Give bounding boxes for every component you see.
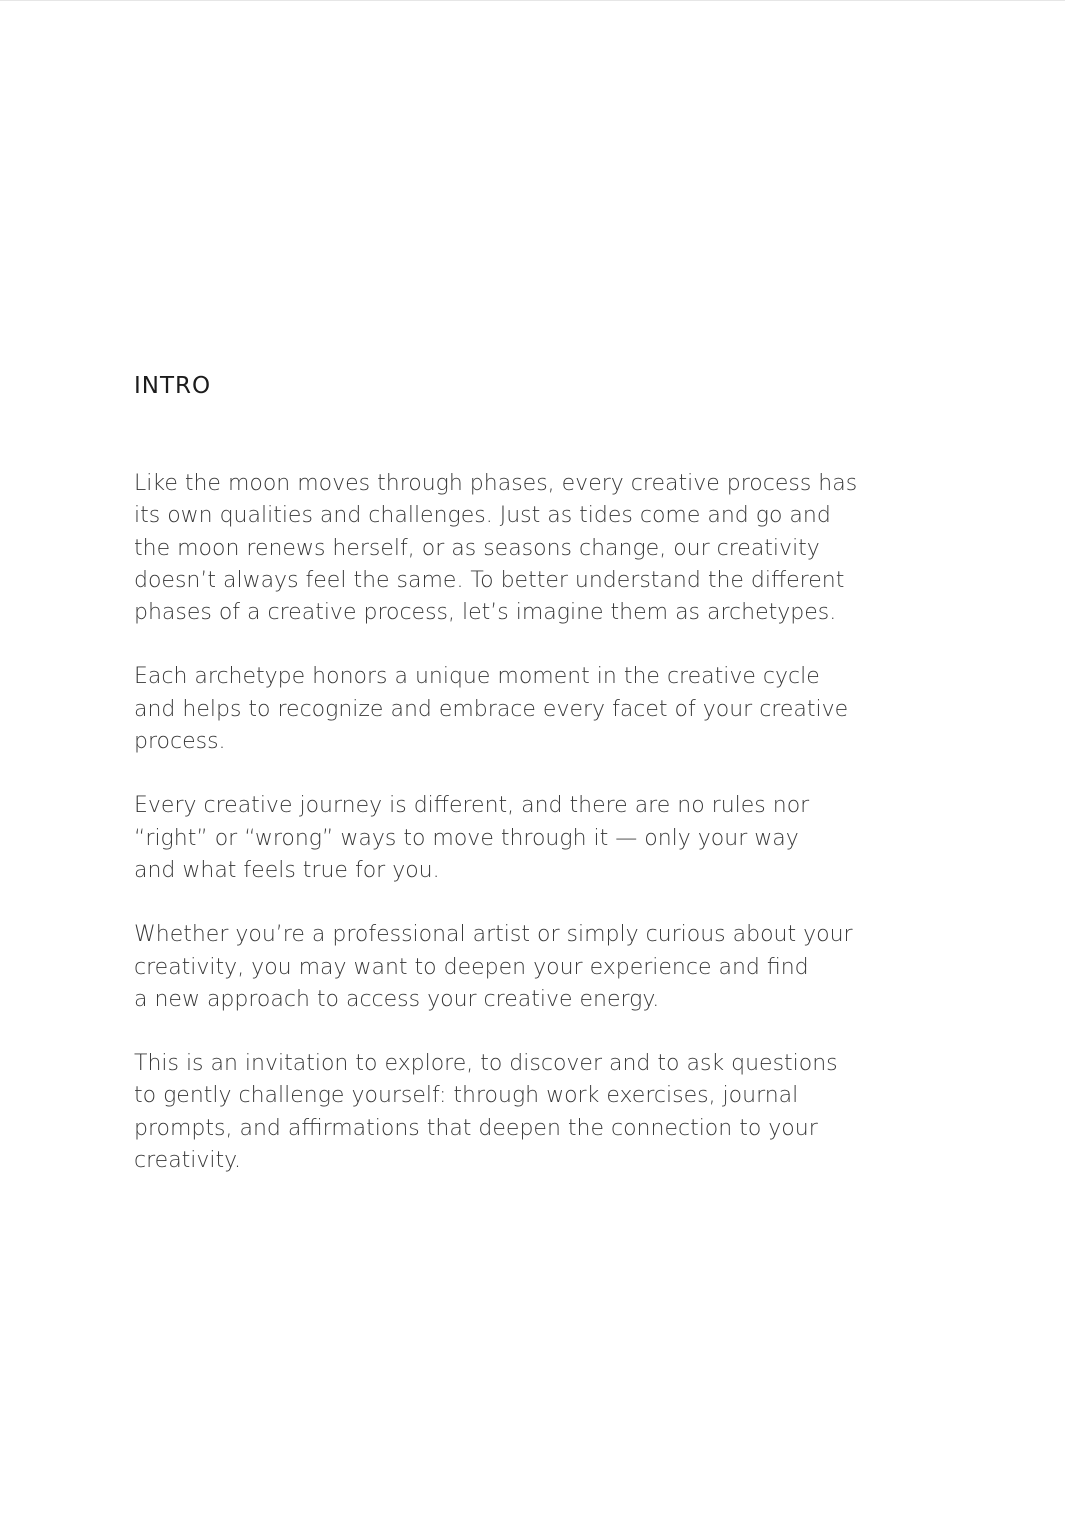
paragraph-4 [134,919,934,1016]
section-heading: INTRO [134,373,212,399]
page-top-edge [0,0,1065,1]
paragraph-line: Like the moon moves through phases, every creative process has [134,471,858,496]
paragraph-2 [134,661,934,758]
paragraph-line: and what feels true for you. [134,857,440,883]
paragraph-spacer [134,1016,934,1048]
paragraph-line: creativity, you may want to deepen your experience and find [134,954,809,980]
paragraph-line: the moon renews herself, or as seasons change, our creativity [134,535,820,561]
paragraph-5 [134,1048,934,1177]
paragraph-line: Every creative journey is different, and there are no rules nor [134,793,810,819]
paragraph-line: Each archetype honors a unique moment in the creative cycle [134,664,820,690]
intro-section [134,370,934,1177]
paragraph-line: to gently challenge yourself: through work exercises, journal [134,1083,799,1109]
paragraph-line: a new approach to access your creative energy. [134,986,660,1012]
paragraph-spacer [134,758,934,790]
paragraph-line: its own qualities and challenges. Just as tides come and go and [134,503,831,529]
paragraph-line: phases of a creative process, let’s imagine them as archetypes. [134,600,837,626]
paragraph-line: doesn’t always feel the same. To better understand the different [134,567,845,593]
paragraph-line: “right” or “wrong” ways to move through it — only your way [134,825,799,851]
paragraph-line: creativity. [134,1148,242,1174]
paragraph-spacer [134,887,934,919]
paragraph-1 [134,468,934,629]
paragraph-3 [134,790,934,887]
paragraph-line: process. [134,729,226,755]
paragraph-line: prompts, and affirmations that deepen the connection to your [134,1115,818,1141]
paragraph-line: This is an invitation to explore, to discover and to ask questions [134,1051,838,1077]
paragraph-line: Whether you’re a professional artist or simply curious about your [134,922,853,948]
paragraph-line: and helps to recognize and embrace every facet of your creative [134,696,849,722]
paragraph-spacer [134,629,934,661]
